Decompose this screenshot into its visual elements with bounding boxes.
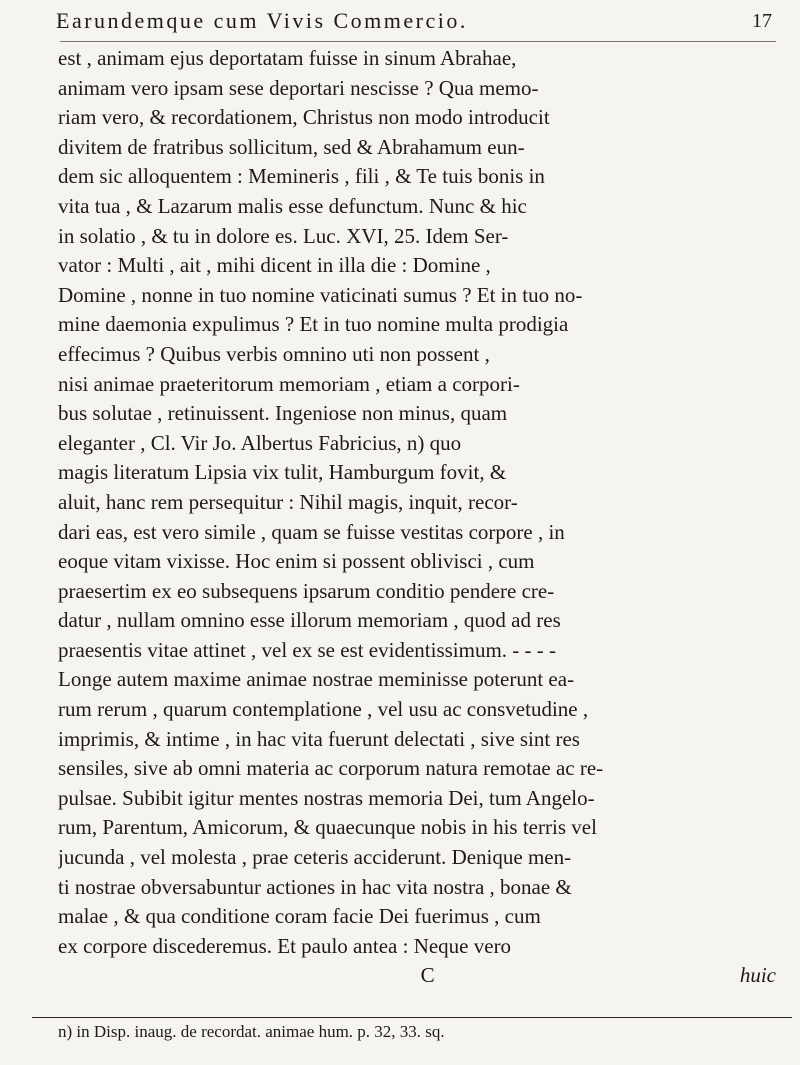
text-line: rum, Parentum, Amicorum, & quaecunque nobis in his terris vel: [58, 815, 597, 840]
text-line: eleganter , Cl. Vir Jo. Albertus Fabricius, n) quo: [58, 430, 462, 455]
text-line: vita tua , & Lazarum malis esse defunctum. Nunc & hic: [58, 193, 527, 218]
text-line: pulsae. Subibit igitur mentes nostras memoria Dei, tum Angelo-: [58, 785, 595, 810]
running-header: [56, 8, 772, 40]
text-line: mine daemonia expulimus ? Et in tuo nomine multa prodigia: [58, 312, 569, 337]
signature-mark: C: [420, 963, 435, 988]
text-line: ti nostrae obversabuntur actiones in hac vita nostra , bonae &: [58, 874, 572, 899]
text-line: eoque vitam vixisse. Hoc enim si possent oblivisci , cum: [58, 549, 535, 574]
header-rule: [60, 41, 776, 42]
text-line: rum rerum , quarum contemplatione , vel usu ac consvetudine ,: [58, 697, 589, 722]
text-line: jucunda , vel molesta , prae ceteris acciderunt. Denique men-: [58, 845, 572, 870]
text-line: ex corpore discederemus. Et paulo antea : Neque vero: [58, 933, 512, 958]
page-number: 17: [752, 10, 772, 32]
text-line: bus solutae , retinuissent. Ingeniose non minus, quam: [58, 401, 508, 426]
text-line: imprimis, & intime , in hac vita fuerunt delectati , sive sint res: [58, 726, 580, 751]
footnote: n) in Disp. inaug. de recordat. animae hum. p. 32, 33. sq.: [58, 1022, 445, 1041]
text-line: nisi animae praeteritorum memoriam , etiam a corpori-: [58, 371, 520, 396]
text-line: animam vero ipsam sese deportari nescisse ? Qua memo-: [58, 75, 539, 100]
text-line: divitem de fratribus sollicitum, sed & Abrahamum eun-: [58, 134, 525, 159]
text-line: dari eas, est vero simile , quam se fuisse vestitas corpore , in: [58, 519, 565, 544]
footnote-rule: [32, 1017, 792, 1018]
text-line: riam vero, & recordationem, Christus non modo introducit: [58, 105, 550, 130]
text-line: est , animam ejus deportatam fuisse in sinum Abrahae,: [58, 46, 517, 70]
main-text: [58, 44, 778, 991]
running-title: Earundemque cum Vivis Commercio.: [56, 8, 468, 33]
catchword: huic: [739, 963, 776, 988]
text-line: Domine , nonne in tuo nomine vaticinati sumus ? Et in tuo no-: [58, 282, 583, 307]
text-line: sensiles, sive ab omni materia ac corporum natura remotae ac re-: [58, 756, 604, 781]
text-line: effecimus ? Quibus verbis omnino uti non possent ,: [58, 341, 490, 366]
text-line: aluit, hanc rem persequitur : Nihil magis, inquit, recor-: [58, 489, 518, 514]
text-line: magis literatum Lipsia vix tulit, Hamburgum fovit, &: [58, 460, 507, 485]
text-line: dem sic alloquentem : Memineris , fili , & Te tuis bonis in: [58, 164, 545, 189]
text-line: Longe autem maxime animae nostrae meminisse poterunt ea-: [58, 667, 575, 692]
text-line: praesertim ex eo subsequens ipsarum conditio pendere cre-: [58, 578, 555, 603]
text-line: in solatio , & tu in dolore es. Luc. XVI, 25. Idem Ser-: [58, 223, 509, 248]
text-line: vator : Multi , ait , mihi dicent in illa die : Domine ,: [58, 253, 491, 278]
text-line: malae , & qua conditione coram facie Dei fuerimus , cum: [58, 904, 541, 929]
text-line: praesentis vitae attinet , vel ex se est evidentissimum. - - - -: [58, 637, 557, 662]
signature-line: [58, 961, 778, 991]
text-line: datur , nullam omnino esse illorum memoriam , quod ad res: [58, 608, 561, 633]
